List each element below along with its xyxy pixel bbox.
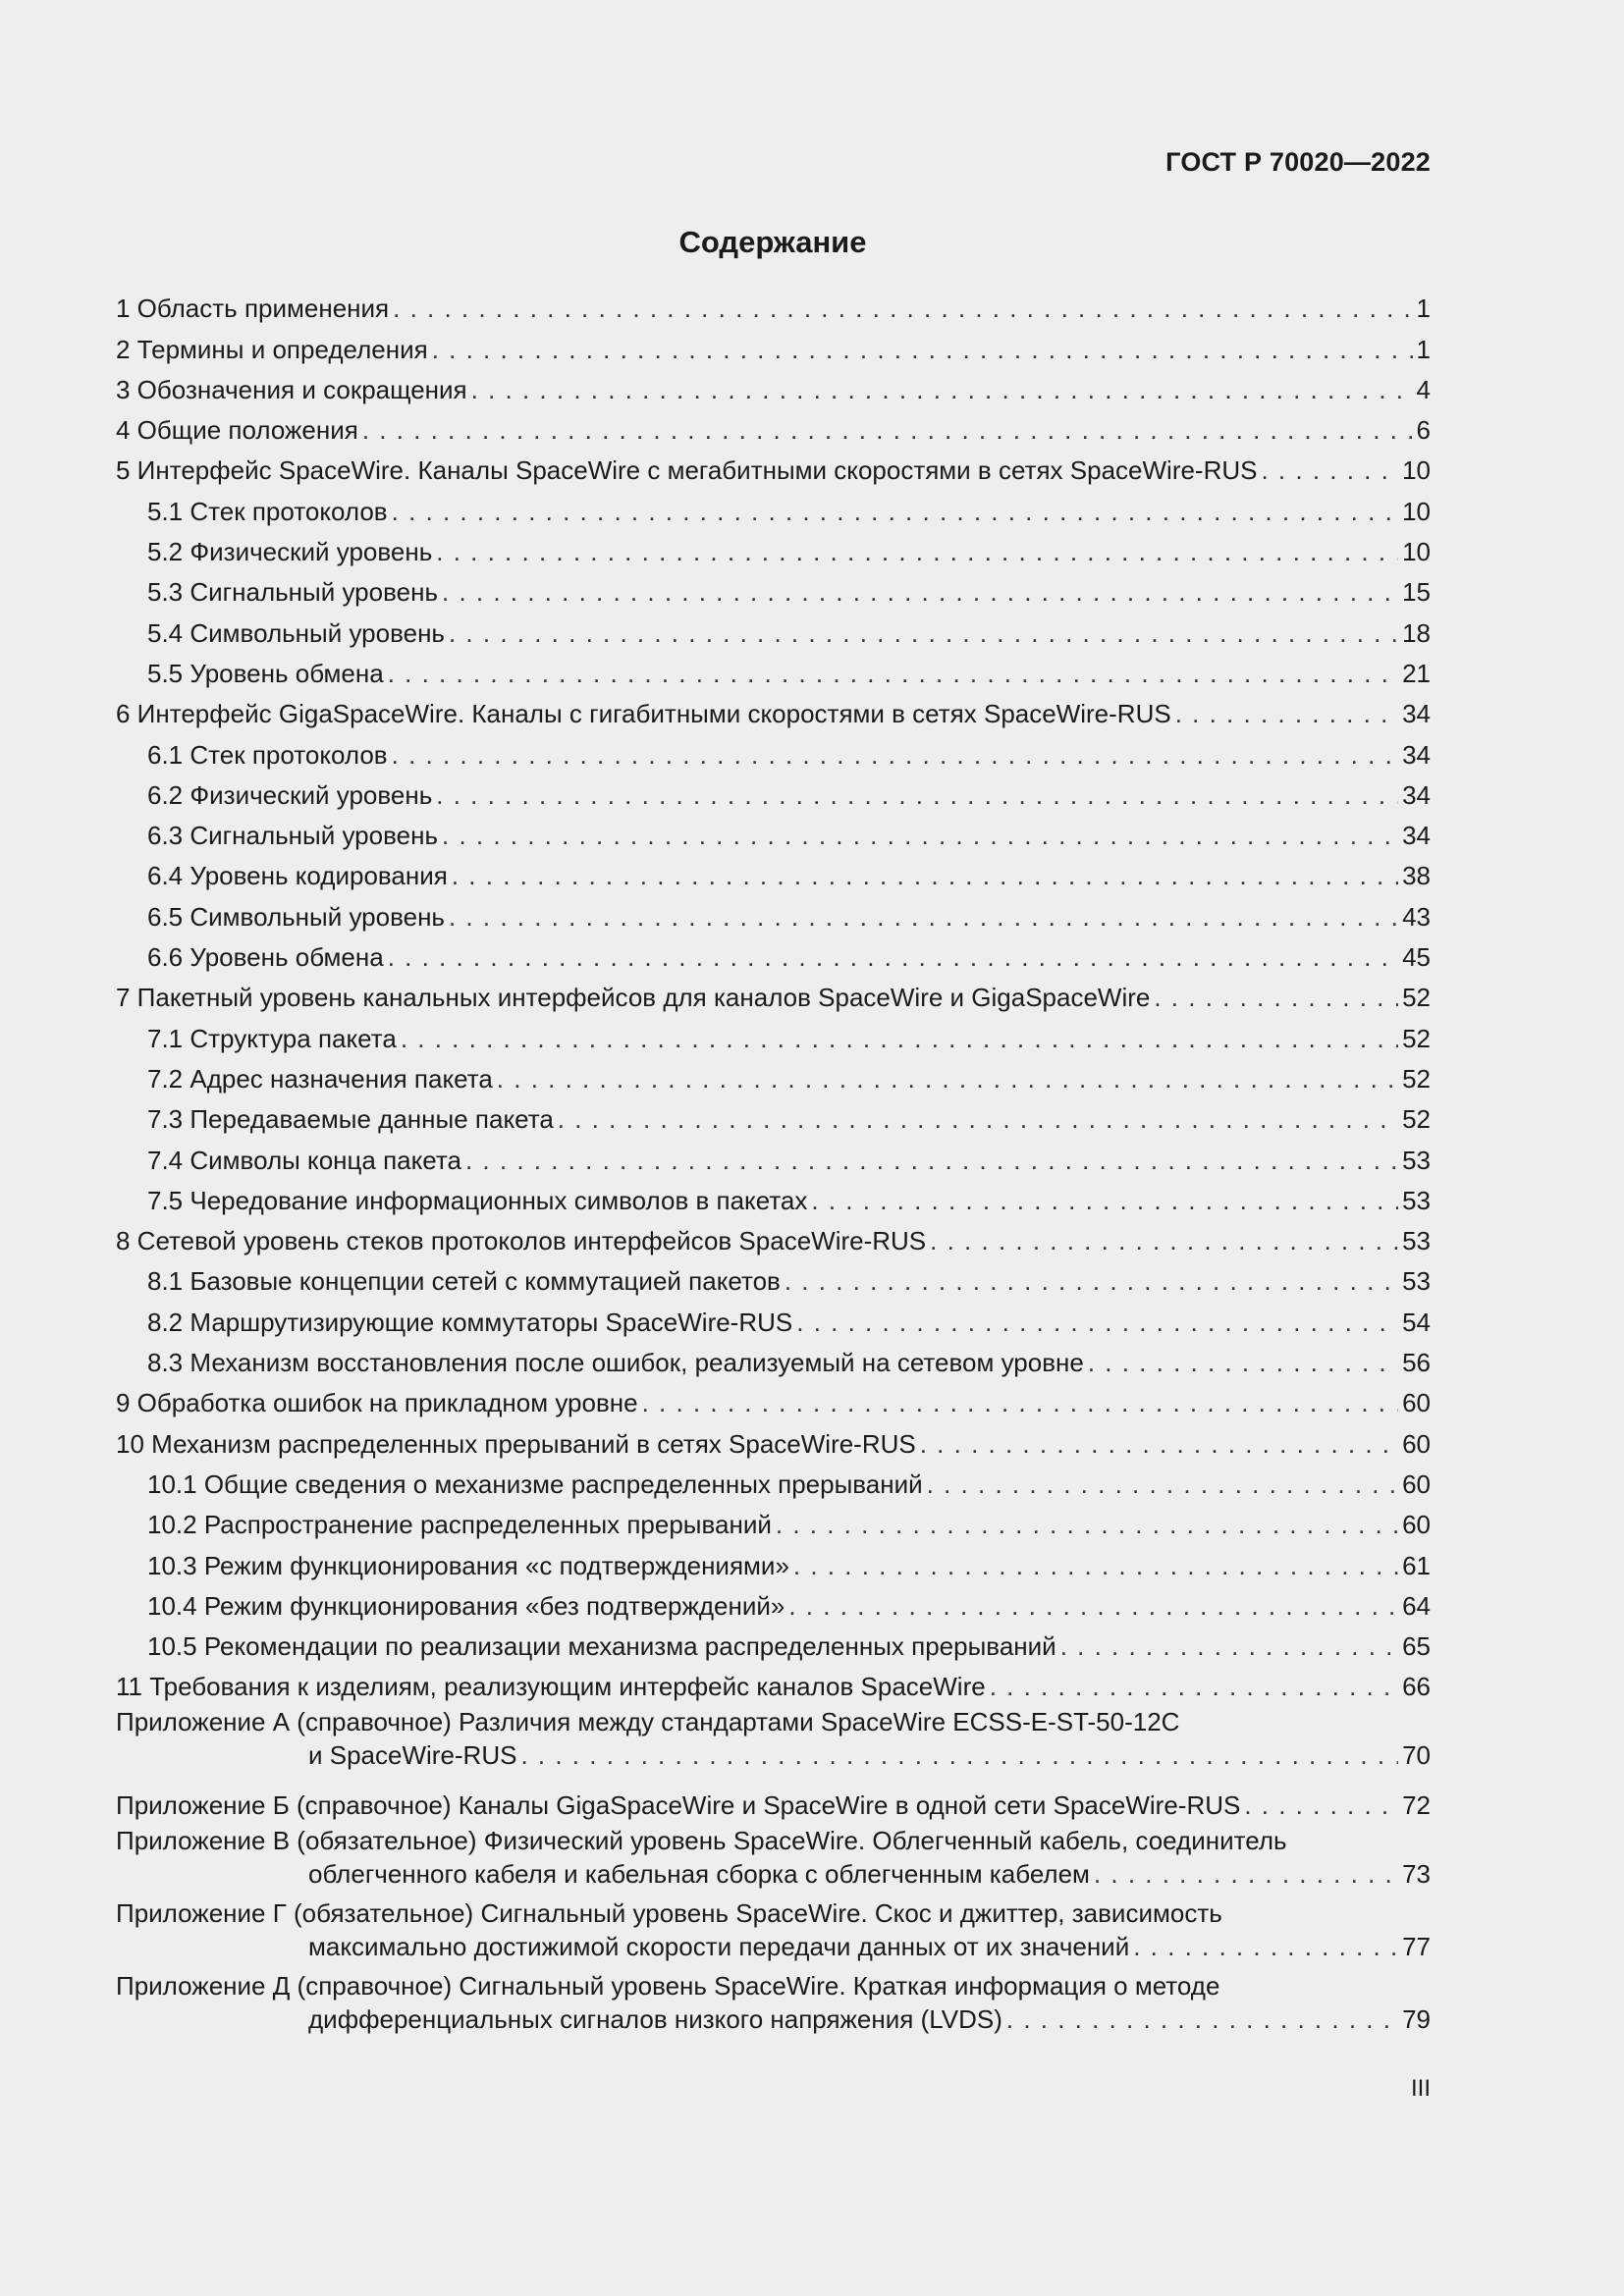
- dot-leader: [811, 1186, 1398, 1215]
- toc-entry-title: 6.1 Стек протоколов: [147, 739, 388, 770]
- dot-leader: [1261, 455, 1398, 485]
- toc-entry-title: 6.4 Уровень кодирования: [147, 861, 448, 891]
- toc-entry: [116, 1215, 1431, 1255]
- toc-entry-page: 64: [1402, 1590, 1431, 1621]
- toc-entry-title: 5 Интерфейс SpaceWire. Каналы SpaceWire с мегабитными скоростями в сетях SpaceWire-RUS: [116, 455, 1258, 486]
- toc-entry-page: 34: [1402, 699, 1431, 729]
- toc-entry: [116, 770, 1431, 810]
- toc-entry: [116, 1377, 1431, 1417]
- toc-entry: [116, 810, 1431, 850]
- toc-entry-title: 8.1 Базовые концепции сетей с коммутацией пакетов: [147, 1266, 781, 1297]
- toc-entry-title: 1 Область применения: [116, 294, 390, 324]
- toc-entry: [116, 404, 1431, 445]
- toc-appendix-entry: [116, 1780, 1431, 1820]
- dot-leader: [442, 821, 1398, 850]
- appendix-title-line2-row: [116, 1929, 1431, 1961]
- dot-leader: [471, 375, 1413, 404]
- toc-entry: [116, 890, 1431, 931]
- dot-leader: [927, 1469, 1398, 1499]
- dot-leader: [1006, 2004, 1398, 2034]
- toc-entry: [116, 932, 1431, 972]
- toc-entry-title: 8.2 Маршрутизирующие коммутаторы SpaceWire-RUS: [147, 1307, 793, 1337]
- toc-entry: [116, 1255, 1431, 1296]
- appendix-page: 73: [1402, 1859, 1431, 1890]
- toc-entry-title: 7.3 Передаваемые данные пакета: [147, 1104, 554, 1135]
- dot-leader: [920, 1429, 1398, 1459]
- toc-appendix-entry: [116, 1898, 1431, 1965]
- toc-entry-page: 15: [1402, 577, 1431, 608]
- dot-leader: [1175, 699, 1398, 728]
- toc-entry-title: 5.4 Символьный уровень: [147, 617, 445, 648]
- dot-leader: [362, 415, 1413, 445]
- toc-entry-page: 56: [1402, 1348, 1431, 1378]
- appendix-title-line2: дифференциальных сигналов низкого напряжения (LVDS): [308, 2004, 1002, 2035]
- dot-leader: [436, 537, 1398, 566]
- toc-entry-page: 60: [1402, 1468, 1431, 1499]
- toc-entry-title: 7.4 Символы конца пакета: [147, 1145, 461, 1175]
- toc-entry: [116, 972, 1431, 1012]
- dot-leader: [401, 1024, 1398, 1053]
- toc-entry-page: 34: [1402, 739, 1431, 770]
- toc-entry-page: 43: [1402, 901, 1431, 932]
- dot-leader: [785, 1266, 1398, 1296]
- toc-entry-page: 1: [1416, 334, 1431, 364]
- dot-leader: [388, 659, 1398, 688]
- document-code: ГОСТ Р 70020—2022: [1165, 147, 1431, 177]
- appendix-title-line1: Приложение В (обязательное) Физический уровень SpaceWire. Облегченный кабель, соединитель: [116, 1826, 1287, 1856]
- toc-entry-title: 5.5 Уровень обмена: [147, 658, 384, 688]
- toc-entry: [116, 1012, 1431, 1052]
- dot-leader: [388, 942, 1398, 972]
- appendix-title-line2-row: [116, 2002, 1431, 2034]
- appendix-title: Приложение Б (справочное) Каналы GigaSpaceWire и SpaceWire в одной сети SpaceWire-RUS: [116, 1790, 1241, 1821]
- toc-entry-title: 5.1 Стек протоколов: [147, 496, 388, 526]
- toc-entry: [116, 1580, 1431, 1621]
- toc-entry-page: 10: [1402, 496, 1431, 526]
- toc-entry: [116, 1175, 1431, 1215]
- dot-leader: [392, 497, 1398, 526]
- toc-entry-title: 10.1 Общие сведения о механизме распределенных прерываний: [147, 1468, 923, 1499]
- toc-entry: [116, 526, 1431, 566]
- toc-entry-title: 8.3 Механизм восстановления после ошибок, реализуемый на сетевом уровне: [147, 1348, 1084, 1378]
- toc-title: Содержание: [678, 225, 867, 259]
- appendix-page: 72: [1402, 1790, 1431, 1821]
- dot-leader: [1154, 983, 1398, 1012]
- appendix-page: 77: [1402, 1932, 1431, 1962]
- toc-entry-page: 10: [1402, 455, 1431, 486]
- appendix-page: 70: [1402, 1740, 1431, 1771]
- toc-appendix-entry: [116, 1826, 1431, 1893]
- dot-leader: [520, 1740, 1398, 1770]
- toc-entry: [116, 1134, 1431, 1174]
- toc-entry-title: 6.2 Физический уровень: [147, 779, 433, 810]
- toc-entry-title: 8 Сетевой уровень стеков протоколов интерфейсов SpaceWire-RUS: [116, 1226, 927, 1256]
- dot-leader: [393, 294, 1412, 323]
- appendix-title-line1: Приложение А (справочное) Различия между стандартами SpaceWire ECSS-E-ST-50-12C: [116, 1707, 1180, 1737]
- dot-leader: [1060, 1631, 1398, 1661]
- appendix-title-line2: облегченного кабеля и кабельная сборка с облегченным кабелем: [308, 1859, 1090, 1890]
- dot-leader: [1088, 1348, 1398, 1377]
- toc-entry-page: 53: [1402, 1226, 1431, 1256]
- toc-entry-page: 21: [1402, 658, 1431, 688]
- toc-entry-page: 52: [1402, 983, 1431, 1013]
- toc-entry-title: 2 Термины и определения: [116, 334, 428, 364]
- appendix-title-line1: Приложение Д (справочное) Сигнальный уровень SpaceWire. Краткая информация о методе: [116, 1971, 1220, 2002]
- toc-entry: [116, 445, 1431, 485]
- toc-entry: [116, 1661, 1431, 1701]
- toc-entry: [116, 1621, 1431, 1661]
- appendix-title-line2: и SpaceWire-RUS: [308, 1740, 517, 1771]
- toc-entry-page: 34: [1402, 779, 1431, 810]
- toc-entry-title: 10 Механизм распределенных прерываний в сетях SpaceWire-RUS: [116, 1428, 916, 1459]
- toc-entry-title: 5.3 Сигнальный уровень: [147, 577, 438, 608]
- toc-entry-page: 34: [1402, 821, 1431, 851]
- toc-entry: [116, 688, 1431, 728]
- toc-entry-page: 53: [1402, 1266, 1431, 1297]
- dot-leader: [796, 1308, 1398, 1337]
- toc-entry: [116, 728, 1431, 769]
- appendix-title-line2: максимально достижимой скорости передачи данных от их значений: [308, 1932, 1130, 1962]
- toc-entry: [116, 1539, 1431, 1579]
- toc-entry: [116, 1296, 1431, 1336]
- toc-entry-page: 1: [1416, 294, 1431, 324]
- dot-leader: [642, 1388, 1399, 1417]
- page-number: III: [1410, 2075, 1431, 2102]
- dot-leader: [558, 1104, 1398, 1134]
- dot-leader: [392, 740, 1398, 770]
- dot-leader: [1094, 1859, 1398, 1889]
- toc-entry: [116, 1499, 1431, 1539]
- toc-entry-title: 10.5 Рекомендации по реализации механизма распределенных прерываний: [147, 1631, 1056, 1662]
- dot-leader: [449, 618, 1398, 648]
- toc-entry-page: 52: [1402, 1063, 1431, 1094]
- toc-entry: [116, 485, 1431, 525]
- toc-entry-page: 45: [1402, 942, 1431, 973]
- toc-entry-title: 10.4 Режим функционирования «без подтверждений»: [147, 1590, 785, 1621]
- toc-entry: [116, 1094, 1431, 1134]
- dot-leader: [442, 577, 1398, 607]
- toc-entry-page: 54: [1402, 1307, 1431, 1337]
- appendix-title-line2-row: [116, 1856, 1431, 1889]
- toc-entry-page: 65: [1402, 1631, 1431, 1662]
- toc-entry: [116, 364, 1431, 404]
- appendix-page: 79: [1402, 2004, 1431, 2035]
- toc-entry-page: 38: [1402, 861, 1431, 891]
- dot-leader: [436, 780, 1398, 810]
- toc-entry-title: 7 Пакетный уровень канальных интерфейсов для каналов SpaceWire и GigaSpaceWire: [116, 983, 1151, 1013]
- dot-leader: [1133, 1932, 1398, 1961]
- toc-entry-title: 9 Обработка ошибок на прикладном уровне: [116, 1388, 638, 1418]
- toc-appendix-entry: [116, 1707, 1431, 1774]
- toc-entry-page: 60: [1402, 1510, 1431, 1540]
- toc-entry-page: 66: [1402, 1672, 1431, 1702]
- toc-entry-title: 4 Общие положения: [116, 415, 358, 446]
- toc-appendix-entry: [116, 1971, 1431, 2038]
- dot-leader: [465, 1146, 1398, 1175]
- toc-entry: [116, 323, 1431, 363]
- toc-entry: [116, 1459, 1431, 1499]
- toc-entry-title: 3 Обозначения и сокращения: [116, 374, 467, 404]
- toc-entry-title: 10.3 Режим функционирования «с подтверждениями»: [147, 1550, 789, 1580]
- toc-entry-page: 60: [1402, 1428, 1431, 1459]
- toc-entry-title: 5.2 Физический уровень: [147, 537, 433, 567]
- toc-entry: [116, 566, 1431, 607]
- dot-leader: [788, 1591, 1398, 1621]
- toc-entry-title: 11 Требования к изделиям, реализующим интерфейс каналов SpaceWire: [116, 1672, 986, 1702]
- toc-entry-title: 6.3 Сигнальный уровень: [147, 821, 438, 851]
- toc-entry-page: 60: [1402, 1388, 1431, 1418]
- toc-entry: [116, 283, 1431, 323]
- toc-entry: [116, 607, 1431, 647]
- toc-entry-page: 61: [1402, 1550, 1431, 1580]
- toc-entry-title: 6.5 Символьный уровень: [147, 901, 445, 932]
- toc-entry-page: 52: [1402, 1023, 1431, 1053]
- dot-leader: [497, 1064, 1398, 1094]
- dot-leader: [776, 1510, 1398, 1539]
- toc-entry-title: 7.1 Структура пакета: [147, 1023, 397, 1053]
- toc-entry-title: 6.6 Уровень обмена: [147, 942, 384, 973]
- toc-entry-page: 18: [1402, 617, 1431, 648]
- toc-entry-page: 52: [1402, 1104, 1431, 1135]
- toc-entry-title: 7.5 Чередование информационных символов в пакетах: [147, 1185, 808, 1215]
- toc-entry-page: 53: [1402, 1145, 1431, 1175]
- appendix-title-line2-row: [116, 1737, 1431, 1770]
- toc-entry: [116, 648, 1431, 688]
- dot-leader: [1244, 1790, 1398, 1820]
- toc-entry-page: 53: [1402, 1185, 1431, 1215]
- toc-entry: [116, 1053, 1431, 1094]
- dot-leader: [793, 1551, 1398, 1580]
- toc-entry: [116, 850, 1431, 890]
- toc-entry-title: 10.2 Распространение распределенных прерываний: [147, 1510, 772, 1540]
- dot-leader: [930, 1226, 1398, 1255]
- toc-entry-title: 7.2 Адрес назначения пакета: [147, 1063, 493, 1094]
- dot-leader: [432, 335, 1413, 364]
- dot-leader: [449, 902, 1398, 932]
- toc-entry-page: 10: [1402, 537, 1431, 567]
- toc-entry: [116, 1417, 1431, 1458]
- toc-entry-page: 4: [1416, 374, 1431, 404]
- toc-entry-page: 6: [1416, 415, 1431, 446]
- dot-leader: [452, 861, 1398, 890]
- toc-entry-title: 6 Интерфейс GigaSpaceWire. Каналы с гигабитными скоростями в сетях SpaceWire-RUS: [116, 699, 1171, 729]
- table-of-contents: [116, 283, 1431, 2038]
- dot-leader: [990, 1672, 1398, 1701]
- toc-entry: [116, 1337, 1431, 1377]
- appendix-title-line1: Приложение Г (обязательное) Сигнальный уровень SpaceWire. Скос и джиттер, зависимость: [116, 1898, 1222, 1929]
